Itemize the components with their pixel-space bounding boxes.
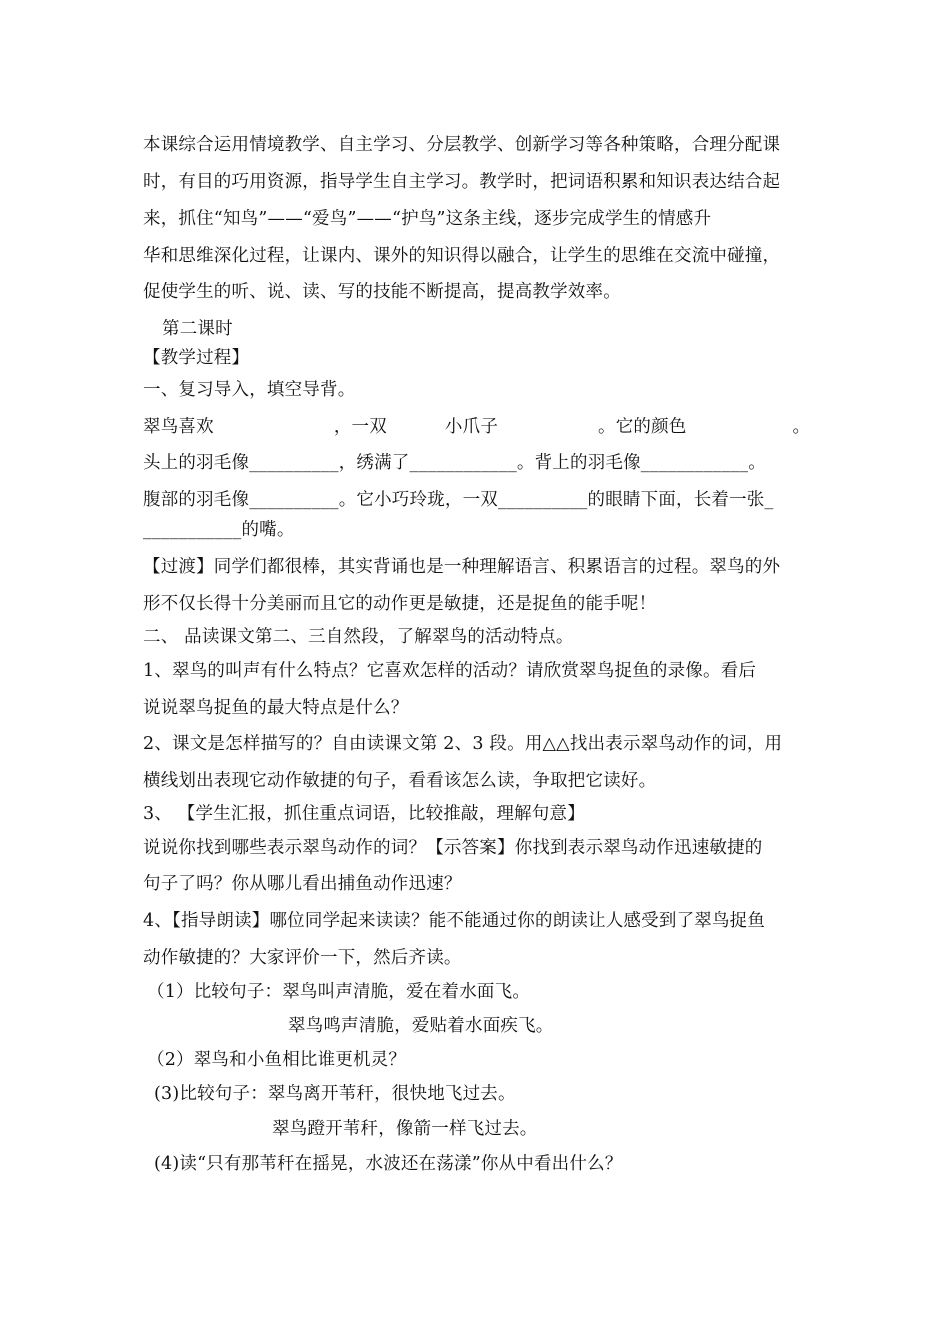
part2-heading: 二、 品读课文第二、三自然段，了解翠鸟的活动特点。: [143, 627, 574, 647]
compare-item-1: （1）比较句子：翠鸟叫声清脆，爱在着水面飞。: [147, 982, 531, 1002]
compare-item-2: （2）翠鸟和小鱼相比谁更机灵？: [147, 1050, 407, 1070]
question-3-detail: 句子了吗？你从哪儿看出捕鱼动作迅速？: [143, 874, 462, 894]
transition-line: 形不仅长得十分美丽而且它的动作更是敏捷，还是捉鱼的能手呢！: [143, 594, 657, 614]
fill-blank-line-2: 头上的羽毛像__________，绣满了____________。背上的羽毛像____________。: [143, 453, 766, 473]
question-4: 动作敏捷的？大家评价一下，然后齐读。: [143, 948, 462, 968]
question-1: 1、翠鸟的叫声有什么特点？它喜欢怎样的活动？请欣赏翠鸟捉鱼的录像。看后: [143, 661, 757, 681]
compare-item-1-alt: 翠鸟鸣声清脆，爱贴着水面疾飞。: [288, 1016, 554, 1036]
fill-text: 。它的颜色: [598, 417, 687, 437]
section-heading: 【教学过程】: [143, 348, 250, 368]
question-2: 2、课文是怎样描写的？自由读课文第 2、3 段。用△△找出表示翠鸟动作的词，用: [143, 734, 783, 754]
question-4: 4、【指导朗读】哪位同学起来读读？能不能通过你的朗读让人感受到了翠鸟捉鱼: [143, 911, 766, 931]
fill-text: 小爪子: [444, 417, 499, 437]
fill-text: 翠鸟喜欢: [143, 417, 214, 437]
transition-line: 【过渡】同学们都很棒，其实背诵也是一种理解语言、积累语言的过程。翠鸟的外: [143, 557, 781, 577]
compare-item-3-alt: 翠鸟蹬开苇秆，像箭一样飞过去。: [272, 1119, 538, 1139]
intro-line: 促使学生的听、说、读、写的技能不断提高，提高教学效率。: [143, 282, 621, 302]
intro-line: 本课综合运用情境教学、自主学习、分层教学、创新学习等各种策略，合理分配课: [143, 135, 781, 155]
fill-blank-line-1: [143, 415, 810, 439]
fill-text: 。: [792, 417, 811, 437]
intro-line: 时，有目的巧用资源，指导学生自主学习。教学时，把词语积累和知识表达结合起: [143, 172, 781, 192]
question-1: 说说翠鸟捉鱼的最大特点是什么？: [143, 698, 409, 718]
intro-line: 华和思维深化过程，让课内、课外的知识得以融合，让学生的思维在交流中碰撞，: [143, 246, 781, 266]
lesson-title: 第二课时: [162, 319, 233, 339]
fill-blank-line-3: 腹部的羽毛像__________。它小巧玲珑，一双__________的眼睛下面，长着一张_: [143, 490, 774, 510]
compare-item-4: (4)读“只有那苇秆在摇晃，水波还在荡漾”你从中看出什么？: [154, 1154, 623, 1174]
question-3: 3、 【学生汇报，抓住重点词语，比较推敲，理解句意】: [143, 804, 585, 824]
question-2: 横线划出表现它动作敏捷的句子，看看该怎么读，争取把它读好。: [143, 771, 657, 791]
compare-item-3: (3)比较句子：翠鸟离开苇秆，很快地飞过去。: [154, 1084, 516, 1104]
fill-text: ，一双: [333, 417, 387, 437]
question-3-detail: 说说你找到哪些表示翠鸟动作的词？【示答案】你找到表示翠鸟动作迅速敏捷的: [143, 838, 763, 858]
part1-heading: 一、复习导入，填空导背。: [143, 380, 356, 400]
fill-blank-line-4: ___________的嘴。: [143, 520, 295, 540]
intro-line: 来，抓住“知鸟”——“爱鸟”——“护鸟”这条主线，逐步完成学生的情感升: [143, 209, 712, 229]
